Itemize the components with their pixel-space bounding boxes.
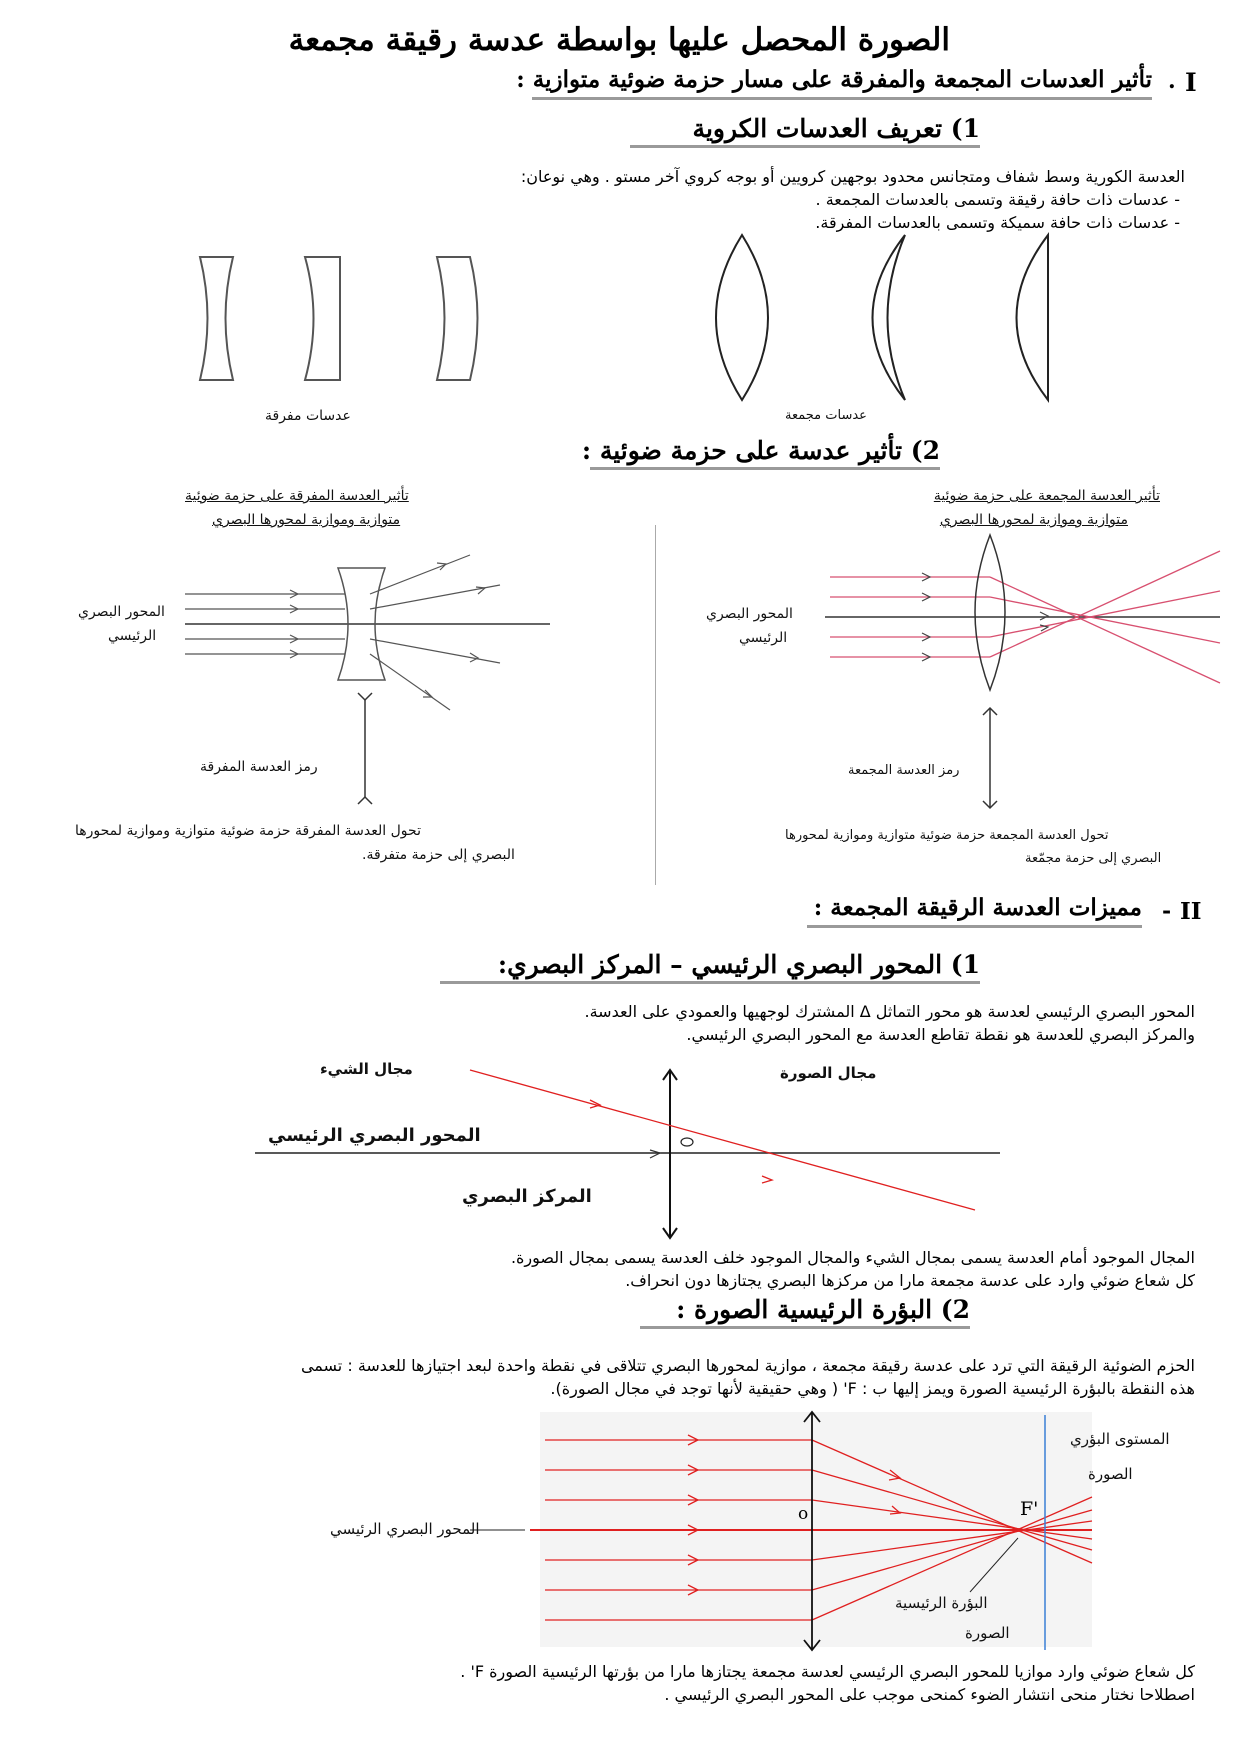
s1-intro: العدسة الكورية وسط شفاف ومتجانس محدود بوجهين كرويين أو بوجه كروي آخر مستو . وهي نوعان: — [520, 167, 1185, 186]
section-1-sep: . — [1168, 68, 1176, 94]
right-axis-label-1: المحور البصري — [706, 606, 793, 622]
diverging-symbol-label: رمز العدسة المفرقة — [200, 759, 318, 775]
section-2-heading: مميزات العدسة الرقيقة المجمعة : — [807, 894, 1142, 928]
s2-sub2-rule-1: كل شعاع ضوئي وارد موازيا للمحور البصري الرئيسي لعدسة مجمعة يجتازها مارا من بؤرتها الرئيسية الصورة F' . — [460, 1662, 1195, 1681]
label-converging-lenses: عدسات مجمعة — [785, 408, 867, 423]
s2-sub1-after-2: كل شعاع ضوئي وارد على عدسة مجمعة مارا من مركزها البصري يجتازها دون انحراف. — [625, 1271, 1195, 1290]
diverging-note-2: البصري إلى حزمة متفرقة. — [362, 847, 515, 863]
s1-bullet-1: - عدسات ذات حافة رقيقة وتسمى بالعدسات المجمعة . — [815, 190, 1180, 209]
section-2-number: II — [1180, 898, 1202, 925]
section-1-heading: تأثير العدسات المجمعة والمفرقة على مسار حزمة ضوئية متوازية : — [532, 66, 1152, 100]
converging-lens-symbol-icon — [983, 708, 997, 808]
focus-pointer — [950, 1530, 1050, 1610]
diverging-beam-diagram — [0, 550, 660, 850]
label-object-field: مجال الشيء — [320, 1060, 413, 1078]
label-main-axis: المحور البصري الرئيسي — [268, 1125, 481, 1146]
converging-note-1: تحول العدسة المجمعة حزمة ضوئية متوازية وموازية لمحورها — [785, 828, 1109, 843]
principal-focus-diagram — [0, 1400, 1240, 1660]
s2-sub1-line-2: والمركز البصري للعدسة هو نقطة تقاطع العدسة مع المحور البصري الرئيسي. — [686, 1025, 1195, 1044]
s2-sub2-rule-2: اصطلاحا نختار منحى انتشار الضوء كمنحى موجب على المحور البصري الرئيسي . — [664, 1685, 1195, 1704]
converging-note-2: البصري إلى حزمة مجمّعة — [1025, 851, 1162, 866]
biconvex-lens-icon — [716, 235, 768, 400]
section-2-sep: - — [1162, 898, 1172, 924]
s2-sub2-line-1: الحزم الضوئية الرقيقة التي ترد على عدسة رقيقة مجمعة ، موازية لمحورها البصري تتلاقى في نقطة واحدة لبعد اجتيازها للعدسة : تسمى — [300, 1356, 1195, 1375]
focus-diagram-o: o — [798, 1504, 809, 1524]
focus-diagram-f-prime: F' — [1020, 1498, 1039, 1520]
right-axis-label-2: الرئيسي — [739, 630, 788, 646]
s2-sub2-line-2: هذه النقطة بالبؤرة الرئيسية الصورة ويمز إليها ب : F' ( وهي حقيقية لأنها توجد في مجال الصورة). — [550, 1379, 1195, 1398]
converging-caption-2: متوازية وموازية لمحورها البصري — [939, 512, 1128, 528]
label-optical-center: المركز البصري — [462, 1186, 592, 1207]
left-axis-label-2: الرئيسي — [108, 628, 157, 644]
converging-symbol-label: رمز العدسة المجمعة — [848, 763, 960, 778]
label-image-field: مجال الصورة — [780, 1064, 877, 1082]
label-principal-focus-2: الصورة — [965, 1624, 1010, 1642]
lens-shapes-diagram — [0, 240, 1240, 440]
s1-sub2-heading: 2) تأثير عدسة على حزمة ضوئية : — [590, 436, 940, 470]
optical-center-diagram — [0, 1050, 1240, 1250]
s1-bullet-2: - عدسات ذات حافة سميكة وتسمى بالعدسات المفرقة. — [815, 213, 1180, 232]
s2-sub1-heading: 1) المحور البصري الرئيسي – المركز البصري: — [440, 950, 980, 984]
plano-convex-lens-icon — [1017, 235, 1049, 400]
label-focal-plane-1: المستوى البؤري — [1070, 1430, 1170, 1448]
s2-sub1-after-1: المجال الموجود أمام العدسة يسمى بمجال الشيء والمجال الموجود خلف العدسة يسمى بمجال الصورة. — [510, 1248, 1195, 1267]
left-axis-label-1: المحور البصري — [78, 604, 165, 620]
s2-sub2-heading: 2) البؤرة الرئيسية الصورة : — [640, 1295, 970, 1329]
diverging-caption-2: متوازية وموازية لمحورها البصري — [212, 512, 401, 528]
diverging-lens-symbol-icon — [358, 693, 372, 804]
converging-lens-icon — [975, 535, 1005, 690]
s1-sub1-heading: 1) تعريف العدسات الكروية — [630, 114, 980, 148]
converging-caption-1: تأثير العدسة المجمعة على حزمة ضوئية — [933, 488, 1160, 504]
diverging-caption-1: تأثير العدسة المفرقة على حزمة ضوئية — [185, 488, 409, 504]
meniscus-diverging-lens-icon — [437, 257, 478, 380]
biconcave-lens-icon — [200, 257, 233, 380]
label-principal-focus-1: البؤرة الرئيسية — [895, 1594, 988, 1612]
label-focal-plane-2: الصورة — [1088, 1465, 1133, 1483]
label-focus-main-axis: المحور البصري الرئيسي — [330, 1520, 480, 1538]
thin-lens-icon — [663, 1070, 677, 1238]
diverging-note-1: تحول العدسة المفرقة حزمة ضوئية متوازية وموازية لمحورها — [75, 823, 421, 839]
plano-concave-lens-icon — [305, 257, 340, 380]
meniscus-converging-lens-icon — [873, 235, 906, 400]
page-title: الصورة المحصل عليها بواسطة عدسة رقيقة مجمعة — [288, 22, 950, 58]
s2-sub1-line-1: المحور البصري الرئيسي لعدسة هو محور التماثل Δ المشترك لوجهيها والعمودي على العدسة. — [584, 1002, 1195, 1021]
label-diverging-lenses: عدسات مفرقة — [265, 408, 351, 424]
converging-beam-diagram — [660, 550, 1240, 850]
